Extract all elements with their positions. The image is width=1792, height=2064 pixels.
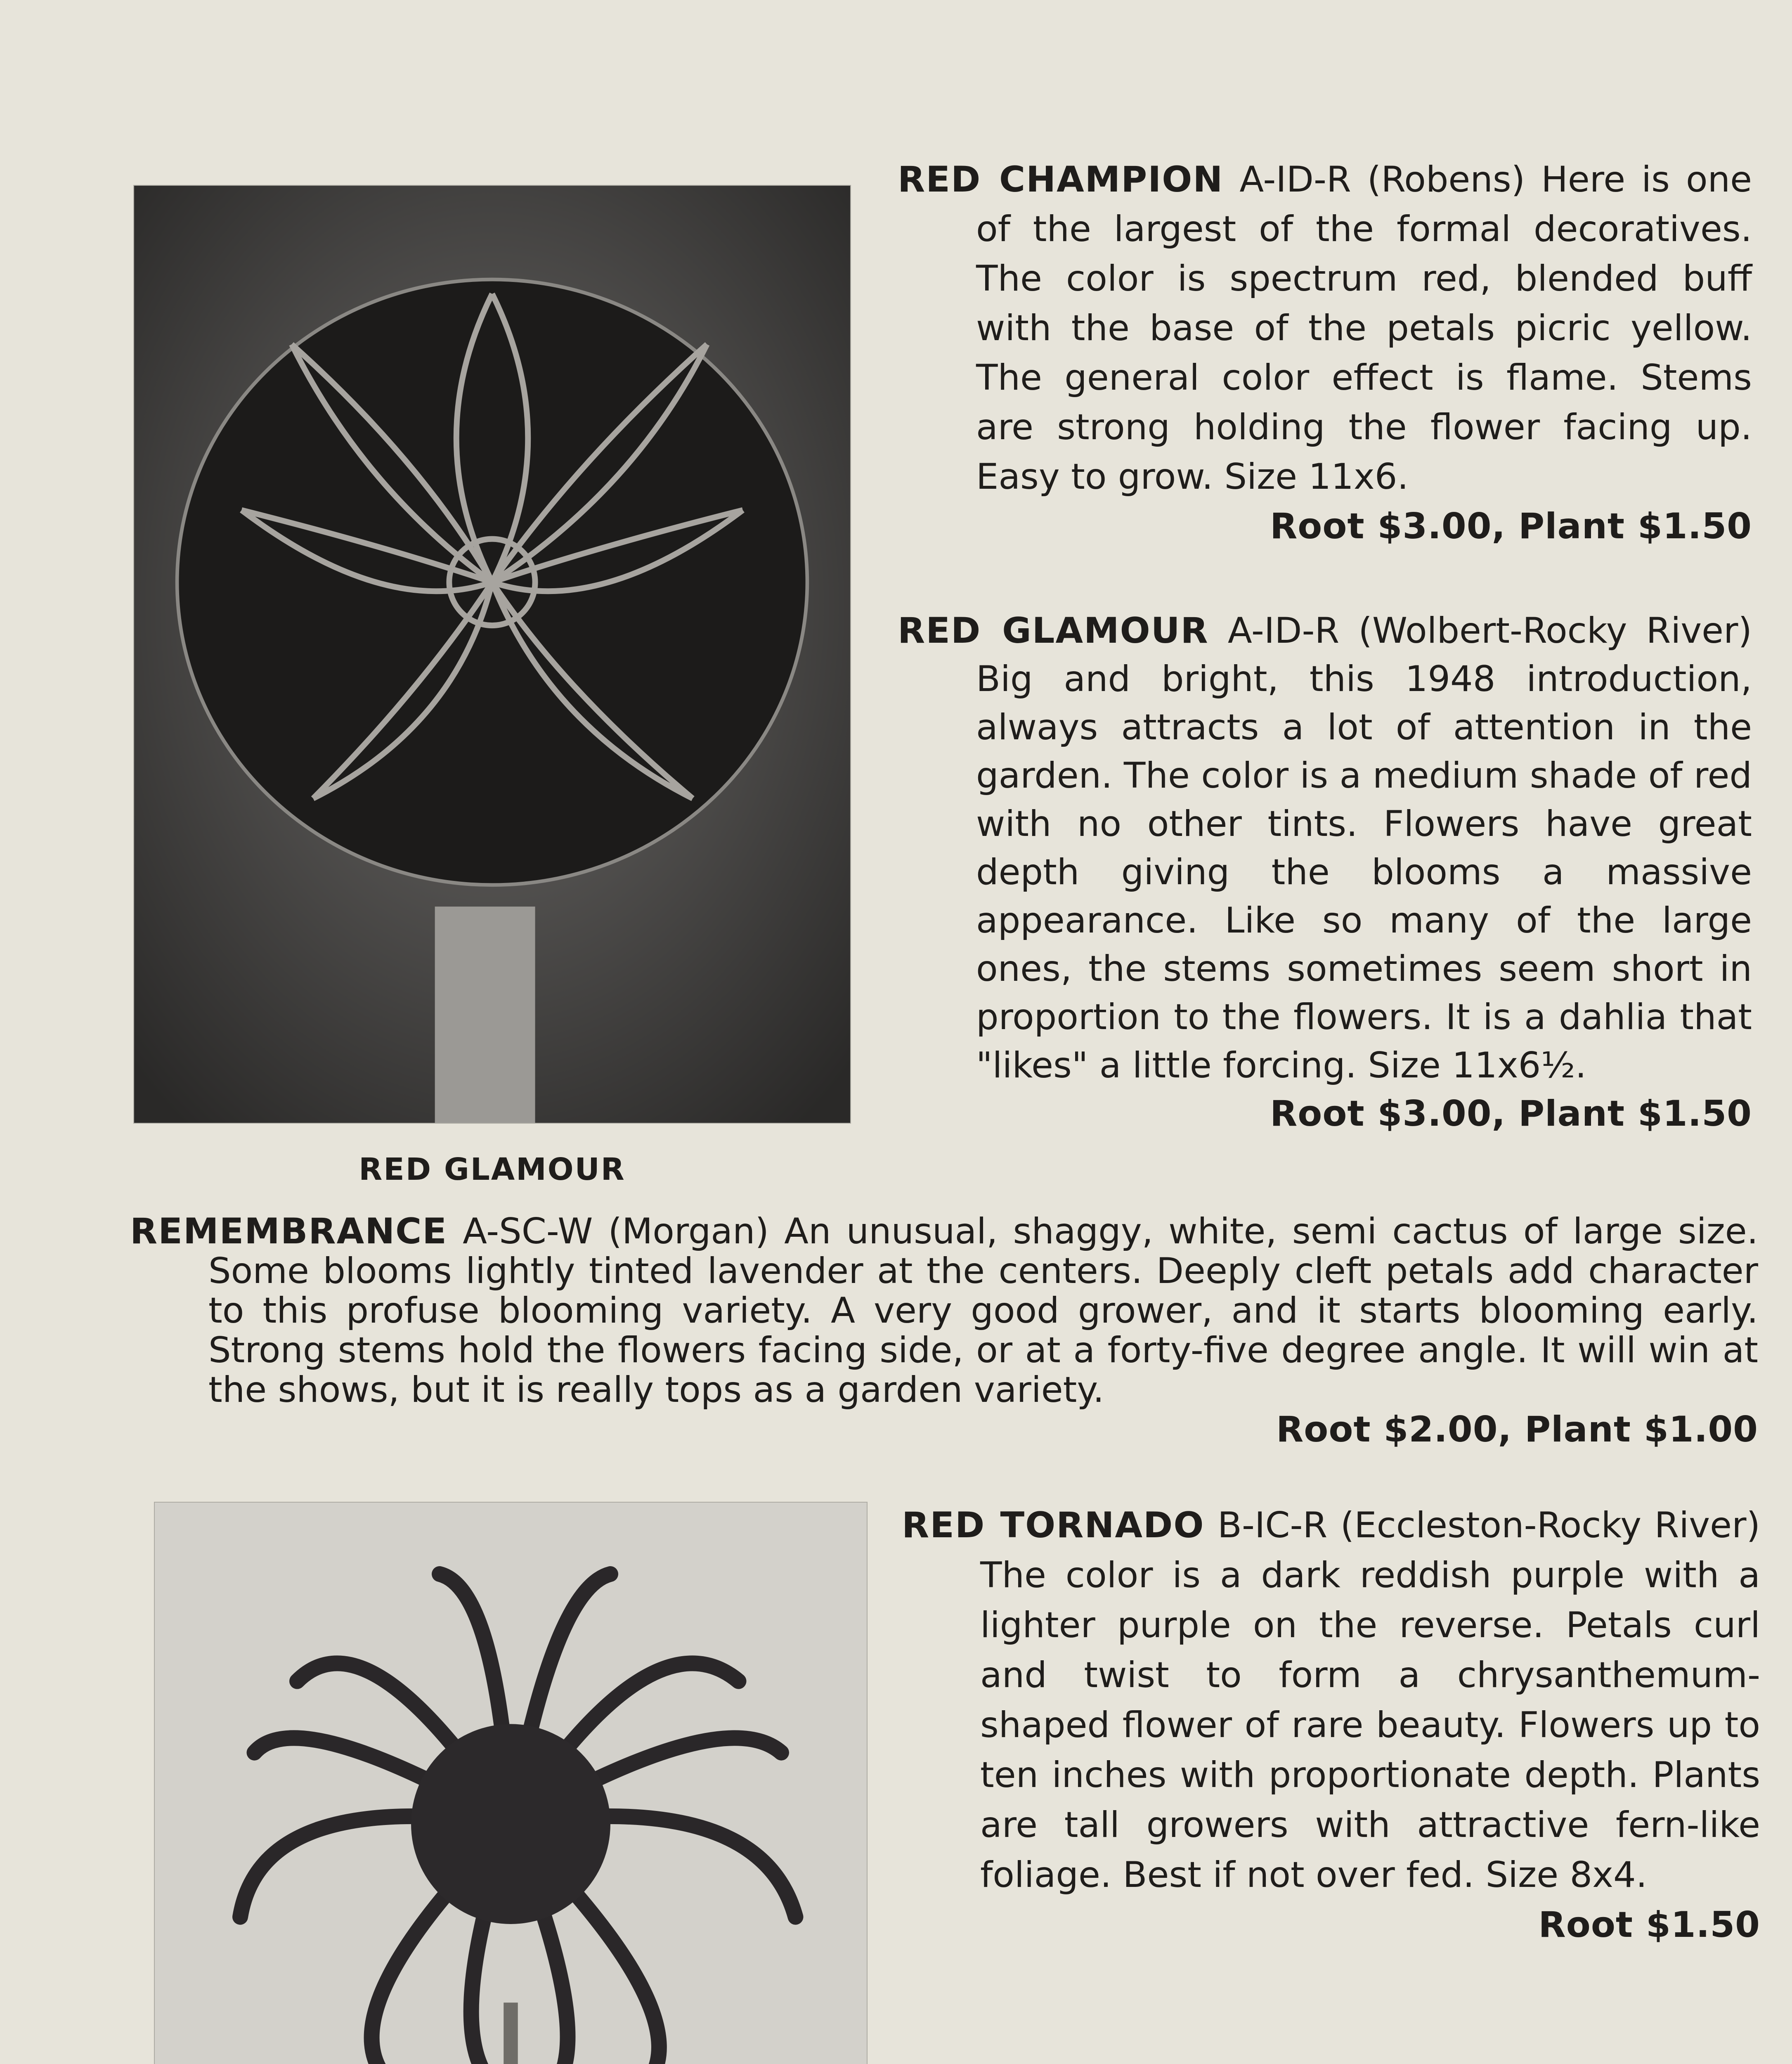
red-glamour-entry xyxy=(898,607,1752,1138)
price: Root $3.00, Plant $1.50 xyxy=(1270,506,1752,547)
red-glamour-caption: RED GLAMOUR xyxy=(359,1152,626,1187)
price: Root $1.50 xyxy=(1538,1904,1760,1946)
red-champion-entry xyxy=(898,155,1752,551)
price: Root $3.00, Plant $1.50 xyxy=(1270,1093,1752,1134)
variety-description: A-ID-R (Robens) Here is one of the largest of the formal decoratives. The color is spectrum red, blended buff with the base of the petals picric yellow. The general color effect is flame. Stems are strong holding the flower facing up. Easy to grow. Size 11x6. xyxy=(976,159,1752,497)
remembrance-entry xyxy=(130,1212,1758,1449)
red-glamour-photo xyxy=(134,186,850,1123)
red-tornado-entry xyxy=(902,1501,1760,1950)
dahlia-image xyxy=(155,1503,867,2064)
variety-description: A-SC-W (Morgan) An unusual, shaggy, white, semi cactus of large size. Some blooms lightly tinted lavender at the centers. Deeply cleft petals add character to this profuse blooming variety. A very good grower, and it starts blooming early. Strong stems hold the flowers facing side, or at a forty-five degree angle. It will win at the shows, but it is really tops as a garden variety. xyxy=(208,1211,1758,1411)
price: Root $2.00, Plant $1.00 xyxy=(1276,1409,1758,1450)
variety-name: RED CHAMPION xyxy=(898,159,1224,200)
dahlia-image xyxy=(134,186,850,1123)
variety-description: A-ID-R (Wolbert-Rocky River) Big and bright, this 1948 introduction, always attracts a lot of attention in the garden. The color is a medium shade of red with no other tints. Flowers have great depth giving the blooms a massive appearance. Like so many of the large ones, the stems sometimes seem short in proportion to the flowers. It is a dahlia that "likes" a little forcing. Size 11x6½. xyxy=(976,610,1752,1086)
variety-description: B-IC-R (Eccleston-Rocky River) The color is a dark reddish purple with a lighter purple on the reverse. Petals curl and twist to form a chrysanthemum-shaped flower of rare beauty. Flowers up to ten inches with proportionate depth. Plants are tall growers with attractive fern-like foliage. Best if not over fed. Size 8x4. xyxy=(980,1505,1760,1896)
variety-name: REMEMBRANCE xyxy=(130,1211,448,1252)
variety-name: RED TORNADO xyxy=(902,1505,1205,1546)
red-tornado-photo xyxy=(155,1503,867,2064)
variety-name: RED GLAMOUR xyxy=(898,610,1209,651)
